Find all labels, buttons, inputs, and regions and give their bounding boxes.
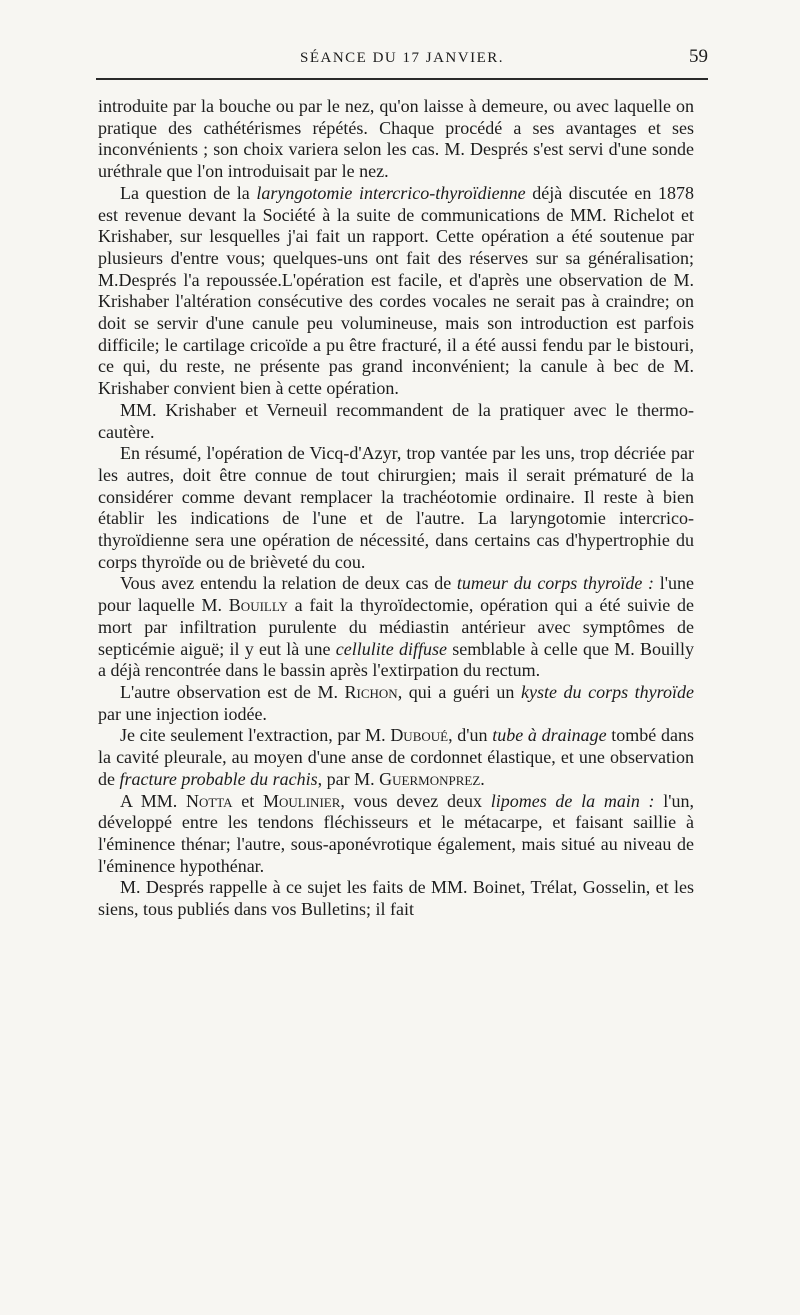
text-run: , par M. xyxy=(317,768,380,789)
text-run: semblable à celle que M. Bouilly a déjà rencontrée dans le bassin après l'extirpation du rectum. xyxy=(98,638,694,681)
text-run: , qui a guéri un xyxy=(397,681,521,702)
header-title: SÉANCE DU 17 JANVIER. xyxy=(300,50,504,66)
author-name: Richon xyxy=(344,681,398,702)
text-run: La question de la xyxy=(120,182,257,203)
text-run: et xyxy=(232,790,263,811)
body-text xyxy=(98,96,694,921)
text-run: l'un, développé entre les tendons fléchisseurs et le métacarpe, et faisant saillie à l'éminence thénar; l'autre, sous-aponévrotique également, mais situé au niveau de l'éminence hypothénar. xyxy=(98,790,695,876)
text-run: , vous devez deux xyxy=(340,790,491,811)
text-run: l'une pour laquelle M. xyxy=(98,573,694,616)
paragraph xyxy=(98,725,694,790)
paragraph xyxy=(98,183,694,400)
text-run: a fait la thyroïdectomie, opération qui a été suivie de mort par infiltration purulente du médiastin antérieur avec symptômes de septicémie aiguë; il y eut là une xyxy=(98,595,694,659)
italic-text: tube à drainage xyxy=(492,725,607,746)
author-name: Notta xyxy=(185,790,233,811)
italic-text: cellulite diffuse xyxy=(335,638,447,659)
italic-text: fracture probable du rachis xyxy=(119,768,318,789)
author-name: Moulinier xyxy=(263,790,341,811)
author-name: Guermonprez xyxy=(379,768,481,789)
text-run: M. Després rappelle à ce sujet les faits de MM. Boinet, Trélat, Gosselin, et les siens, tous publiés dans vos Bulletins; il fait xyxy=(98,877,694,920)
text-run: , d'un xyxy=(448,725,493,746)
text-run: . xyxy=(480,768,485,789)
italic-text: lipomes de la main : xyxy=(490,790,655,811)
italic-text: laryngotomie intercrico-thyroïdienne xyxy=(256,182,526,203)
paragraph xyxy=(98,877,694,920)
text-run: introduite par la bouche ou par le nez, qu'on laisse à demeure, ou avec laquelle on pratique des cathétérismes répétés. Chaque procédé a ses avantages et ses inconvénients ; son choix variera selon les cas. M. Després s'est servi d'une sonde uréthrale que l'on introduisait par le nez. xyxy=(98,96,694,182)
paragraph xyxy=(98,96,694,183)
italic-text: kyste du corps thyroïde xyxy=(521,681,694,702)
text-run: par une injection iodée. xyxy=(98,703,267,724)
text-run: Vous avez entendu la relation de deux cas de xyxy=(120,573,457,594)
author-name: Bouilly xyxy=(228,595,288,616)
text-run: tombé dans la cavité pleurale, au moyen d'une anse de cordonnet élastique, et une observation de xyxy=(98,725,694,789)
paragraph xyxy=(98,791,694,878)
text-run: MM. Krishaber et Verneuil recommandent de la pratiquer avec le thermo-cautère. xyxy=(98,399,694,442)
text-run: A MM. xyxy=(120,790,186,811)
paragraph xyxy=(98,443,694,573)
page-number: 59 xyxy=(689,46,708,67)
paragraph xyxy=(98,682,694,725)
running-header xyxy=(96,44,708,74)
paragraph xyxy=(98,573,694,682)
author-name: Duboué xyxy=(390,725,449,746)
text-run: L'autre observation est de M. xyxy=(120,681,345,702)
text-run: Je cite seulement l'extraction, par M. xyxy=(120,725,391,746)
paragraph xyxy=(98,400,694,443)
header-rule xyxy=(96,78,708,80)
text-run: déjà discutée en 1878 est revenue devant la Société à la suite de communications de MM. Richelot et Krishaber, sur lesquelles j'ai fait un rapport. Cette opération a été soutenue par plusieurs d'entre vous; quelques-uns ont fait des réserves sur sa généralisation; M.Després l'a repoussée.L'opération est facile, et d'après une observation de M. Krishaber l'altération consécutive des cordes vocales ne serait pas à craindre; on doit se servir d'une canule peu volumineuse, mais son introduction est parfois difficile; le cartilage cricoïde a pu être fracturé, il a été aussi fendu par le bistouri, ce qui, du reste, ne présente pas grand inconvénient; la canule à bec de M. Krishaber convient bien à cette opération. xyxy=(98,182,694,399)
text-run: En résumé, l'opération de Vicq-d'Azyr, trop vantée par les uns, trop décriée par les autres, doit être connue de tout chirurgien; mais il serait prématuré de la considérer comme devant remplacer la trachéotomie ordinaire. Il reste à bien établir les indications de l'une et de l'autre. La laryngotomie intercrico-thyroïdienne sera une opération de nécessité, dans certains cas d'hypertrophie du corps thyroïde ou de brièveté du cou. xyxy=(98,443,694,572)
italic-text: tumeur du corps thyroïde : xyxy=(456,573,655,594)
